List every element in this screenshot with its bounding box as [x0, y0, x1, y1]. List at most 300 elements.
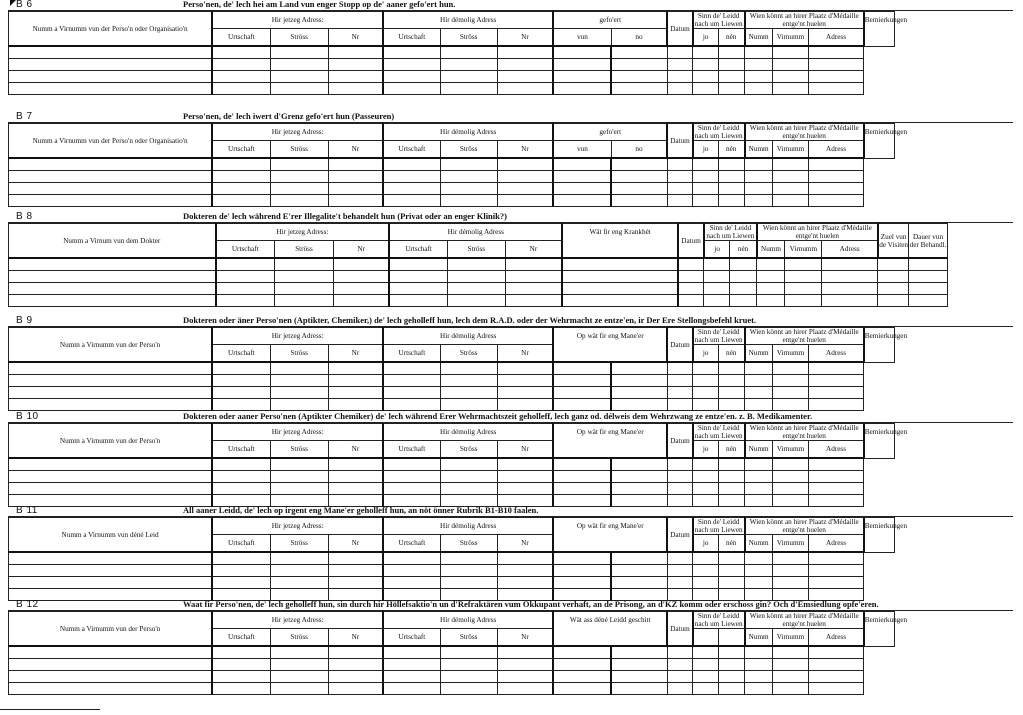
- entry-cell[interactable]: [9, 59, 213, 71]
- entry-cell[interactable]: [9, 183, 213, 195]
- entry-cell[interactable]: [611, 483, 667, 495]
- entry-cell[interactable]: [270, 71, 328, 83]
- entry-cell[interactable]: [745, 46, 772, 59]
- entry-cell[interactable]: [667, 46, 692, 59]
- entry-cell[interactable]: [9, 589, 213, 601]
- entry-cell[interactable]: [693, 59, 718, 71]
- entry-cell[interactable]: [497, 659, 553, 671]
- entry-cell[interactable]: [9, 171, 213, 183]
- entry-cell[interactable]: [328, 46, 383, 59]
- entry-cell[interactable]: [745, 387, 772, 399]
- entry-cell[interactable]: [328, 671, 383, 683]
- entry-cell[interactable]: [693, 171, 718, 183]
- entry-cell[interactable]: [718, 375, 744, 387]
- entry-cell[interactable]: [693, 552, 718, 565]
- entry-cell[interactable]: [693, 83, 718, 95]
- entry-cell[interactable]: [270, 183, 328, 195]
- entry-cell[interactable]: [440, 683, 497, 695]
- entry-cell[interactable]: [212, 483, 270, 495]
- entry-cell[interactable]: [497, 646, 553, 659]
- entry-cell[interactable]: [667, 375, 692, 387]
- entry-cell[interactable]: [328, 471, 383, 483]
- entry-cell[interactable]: [212, 399, 270, 411]
- entry-cell[interactable]: [611, 183, 667, 195]
- entry-cell[interactable]: [678, 271, 704, 283]
- entry-cell[interactable]: [440, 71, 497, 83]
- entry-cell[interactable]: [611, 671, 667, 683]
- entry-cell[interactable]: [745, 565, 772, 577]
- entry-cell[interactable]: [383, 646, 440, 659]
- entry-cell[interactable]: [772, 46, 809, 59]
- entry-cell[interactable]: [667, 458, 692, 471]
- entry-cell[interactable]: [497, 552, 553, 565]
- entry-cell[interactable]: [718, 46, 744, 59]
- entry-cell[interactable]: [718, 59, 744, 71]
- entry-cell[interactable]: [440, 565, 497, 577]
- entry-cell[interactable]: [447, 258, 505, 271]
- entry-cell[interactable]: [497, 471, 553, 483]
- entry-cell[interactable]: [440, 158, 497, 171]
- entry-cell[interactable]: [9, 646, 213, 659]
- entry-cell[interactable]: [704, 283, 730, 295]
- entry-cell[interactable]: [270, 646, 328, 659]
- entry-cell[interactable]: [745, 71, 772, 83]
- entry-cell[interactable]: [9, 271, 216, 283]
- entry-cell[interactable]: [383, 71, 440, 83]
- entry-cell[interactable]: [693, 387, 718, 399]
- entry-cell[interactable]: [9, 283, 216, 295]
- entry-cell[interactable]: [270, 195, 328, 207]
- entry-cell[interactable]: [505, 258, 562, 271]
- entry-cell[interactable]: [878, 271, 909, 283]
- entry-cell[interactable]: [440, 646, 497, 659]
- entry-cell[interactable]: [497, 375, 553, 387]
- entry-cell[interactable]: [611, 683, 667, 695]
- entry-cell[interactable]: [667, 387, 692, 399]
- entry-cell[interactable]: [497, 195, 553, 207]
- entry-cell[interactable]: [9, 471, 213, 483]
- entry-cell[interactable]: [772, 158, 809, 171]
- entry-cell[interactable]: [553, 71, 611, 83]
- entry-cell[interactable]: [667, 471, 692, 483]
- entry-cell[interactable]: [270, 471, 328, 483]
- entry-cell[interactable]: [328, 362, 383, 375]
- entry-cell[interactable]: [611, 158, 667, 171]
- entry-cell[interactable]: [611, 59, 667, 71]
- entry-cell[interactable]: [383, 59, 440, 71]
- entry-cell[interactable]: [693, 471, 718, 483]
- entry-cell[interactable]: [274, 271, 333, 283]
- entry-cell[interactable]: [693, 458, 718, 471]
- entry-cell[interactable]: [212, 183, 270, 195]
- entry-cell[interactable]: [730, 283, 757, 295]
- entry-cell[interactable]: [772, 83, 809, 95]
- entry-cell[interactable]: [785, 258, 822, 271]
- entry-cell[interactable]: [611, 471, 667, 483]
- entry-cell[interactable]: [9, 375, 213, 387]
- entry-cell[interactable]: [333, 258, 389, 271]
- entry-cell[interactable]: [878, 258, 909, 271]
- entry-cell[interactable]: [9, 46, 213, 59]
- entry-cell[interactable]: [772, 495, 809, 507]
- entry-cell[interactable]: [611, 495, 667, 507]
- entry-cell[interactable]: [212, 683, 270, 695]
- entry-cell[interactable]: [212, 59, 270, 71]
- entry-cell[interactable]: [553, 671, 611, 683]
- entry-cell[interactable]: [745, 671, 772, 683]
- entry-cell[interactable]: [562, 295, 678, 307]
- entry-cell[interactable]: [809, 659, 864, 671]
- entry-cell[interactable]: [553, 659, 611, 671]
- entry-cell[interactable]: [809, 71, 864, 83]
- entry-cell[interactable]: [693, 683, 718, 695]
- entry-cell[interactable]: [718, 471, 744, 483]
- entry-cell[interactable]: [328, 577, 383, 589]
- entry-cell[interactable]: [809, 399, 864, 411]
- entry-cell[interactable]: [212, 83, 270, 95]
- entry-cell[interactable]: [553, 683, 611, 695]
- entry-cell[interactable]: [809, 195, 864, 207]
- entry-cell[interactable]: [505, 295, 562, 307]
- entry-cell[interactable]: [270, 659, 328, 671]
- entry-cell[interactable]: [553, 375, 611, 387]
- entry-cell[interactable]: [270, 83, 328, 95]
- entry-cell[interactable]: [611, 387, 667, 399]
- entry-cell[interactable]: [497, 71, 553, 83]
- entry-cell[interactable]: [212, 195, 270, 207]
- entry-cell[interactable]: [785, 283, 822, 295]
- entry-cell[interactable]: [383, 565, 440, 577]
- entry-cell[interactable]: [9, 495, 213, 507]
- entry-cell[interactable]: [383, 83, 440, 95]
- entry-cell[interactable]: [440, 171, 497, 183]
- entry-cell[interactable]: [878, 283, 909, 295]
- entry-cell[interactable]: [212, 659, 270, 671]
- entry-cell[interactable]: [270, 483, 328, 495]
- entry-cell[interactable]: [553, 387, 611, 399]
- entry-cell[interactable]: [328, 683, 383, 695]
- entry-cell[interactable]: [704, 295, 730, 307]
- entry-cell[interactable]: [497, 399, 553, 411]
- entry-cell[interactable]: [693, 375, 718, 387]
- entry-cell[interactable]: [212, 671, 270, 683]
- entry-cell[interactable]: [553, 46, 611, 59]
- entry-cell[interactable]: [718, 495, 744, 507]
- entry-cell[interactable]: [505, 283, 562, 295]
- entry-cell[interactable]: [772, 195, 809, 207]
- entry-cell[interactable]: [704, 271, 730, 283]
- entry-cell[interactable]: [383, 46, 440, 59]
- entry-cell[interactable]: [333, 271, 389, 283]
- entry-cell[interactable]: [667, 362, 692, 375]
- entry-cell[interactable]: [497, 158, 553, 171]
- entry-cell[interactable]: [497, 362, 553, 375]
- entry-cell[interactable]: [328, 59, 383, 71]
- entry-cell[interactable]: [718, 646, 744, 659]
- entry-cell[interactable]: [667, 195, 692, 207]
- entry-cell[interactable]: [809, 375, 864, 387]
- entry-cell[interactable]: [9, 659, 213, 671]
- entry-cell[interactable]: [667, 646, 692, 659]
- entry-cell[interactable]: [745, 552, 772, 565]
- entry-cell[interactable]: [553, 458, 611, 471]
- entry-cell[interactable]: [667, 671, 692, 683]
- entry-cell[interactable]: [611, 195, 667, 207]
- entry-cell[interactable]: [611, 458, 667, 471]
- entry-cell[interactable]: [667, 483, 692, 495]
- entry-cell[interactable]: [730, 295, 757, 307]
- entry-cell[interactable]: [9, 399, 213, 411]
- entry-cell[interactable]: [809, 483, 864, 495]
- entry-cell[interactable]: [757, 258, 785, 271]
- entry-cell[interactable]: [678, 283, 704, 295]
- entry-cell[interactable]: [772, 387, 809, 399]
- entry-cell[interactable]: [212, 46, 270, 59]
- entry-cell[interactable]: [383, 375, 440, 387]
- entry-cell[interactable]: [497, 59, 553, 71]
- entry-cell[interactable]: [440, 387, 497, 399]
- entry-cell[interactable]: [785, 271, 822, 283]
- entry-cell[interactable]: [383, 483, 440, 495]
- entry-cell[interactable]: [440, 458, 497, 471]
- entry-cell[interactable]: [822, 258, 878, 271]
- entry-cell[interactable]: [822, 283, 878, 295]
- entry-cell[interactable]: [553, 471, 611, 483]
- entry-cell[interactable]: [9, 483, 213, 495]
- entry-cell[interactable]: [772, 183, 809, 195]
- entry-cell[interactable]: [389, 283, 447, 295]
- entry-cell[interactable]: [553, 171, 611, 183]
- entry-cell[interactable]: [216, 295, 275, 307]
- entry-cell[interactable]: [809, 458, 864, 471]
- entry-cell[interactable]: [333, 295, 389, 307]
- entry-cell[interactable]: [718, 683, 744, 695]
- entry-cell[interactable]: [212, 158, 270, 171]
- entry-cell[interactable]: [667, 71, 692, 83]
- entry-cell[interactable]: [553, 646, 611, 659]
- entry-cell[interactable]: [809, 683, 864, 695]
- entry-cell[interactable]: [772, 577, 809, 589]
- entry-cell[interactable]: [497, 46, 553, 59]
- entry-cell[interactable]: [718, 552, 744, 565]
- entry-cell[interactable]: [611, 565, 667, 577]
- entry-cell[interactable]: [328, 646, 383, 659]
- entry-cell[interactable]: [9, 83, 213, 95]
- entry-cell[interactable]: [216, 283, 275, 295]
- entry-cell[interactable]: [383, 362, 440, 375]
- entry-cell[interactable]: [745, 83, 772, 95]
- entry-cell[interactable]: [772, 646, 809, 659]
- entry-cell[interactable]: [9, 387, 213, 399]
- entry-cell[interactable]: [730, 271, 757, 283]
- entry-cell[interactable]: [328, 565, 383, 577]
- entry-cell[interactable]: [611, 577, 667, 589]
- entry-cell[interactable]: [389, 295, 447, 307]
- entry-cell[interactable]: [822, 271, 878, 283]
- entry-cell[interactable]: [497, 683, 553, 695]
- entry-cell[interactable]: [772, 671, 809, 683]
- entry-cell[interactable]: [270, 158, 328, 171]
- entry-cell[interactable]: [497, 183, 553, 195]
- entry-cell[interactable]: [270, 387, 328, 399]
- entry-cell[interactable]: [757, 295, 785, 307]
- entry-cell[interactable]: [809, 577, 864, 589]
- entry-cell[interactable]: [809, 83, 864, 95]
- entry-cell[interactable]: [693, 158, 718, 171]
- entry-cell[interactable]: [270, 399, 328, 411]
- entry-cell[interactable]: [270, 46, 328, 59]
- entry-cell[interactable]: [667, 59, 692, 71]
- entry-cell[interactable]: [693, 577, 718, 589]
- entry-cell[interactable]: [270, 458, 328, 471]
- entry-cell[interactable]: [270, 362, 328, 375]
- entry-cell[interactable]: [553, 577, 611, 589]
- entry-cell[interactable]: [718, 71, 744, 83]
- entry-cell[interactable]: [718, 577, 744, 589]
- entry-cell[interactable]: [809, 171, 864, 183]
- entry-cell[interactable]: [9, 295, 216, 307]
- entry-cell[interactable]: [440, 671, 497, 683]
- entry-cell[interactable]: [718, 171, 744, 183]
- entry-cell[interactable]: [772, 71, 809, 83]
- entry-cell[interactable]: [909, 271, 947, 283]
- entry-cell[interactable]: [212, 375, 270, 387]
- entry-cell[interactable]: [505, 271, 562, 283]
- entry-cell[interactable]: [693, 671, 718, 683]
- entry-cell[interactable]: [212, 362, 270, 375]
- entry-cell[interactable]: [667, 565, 692, 577]
- entry-cell[interactable]: [562, 283, 678, 295]
- entry-cell[interactable]: [745, 483, 772, 495]
- entry-cell[interactable]: [693, 495, 718, 507]
- entry-cell[interactable]: [809, 183, 864, 195]
- entry-cell[interactable]: [383, 387, 440, 399]
- entry-cell[interactable]: [383, 158, 440, 171]
- entry-cell[interactable]: [562, 258, 678, 271]
- entry-cell[interactable]: [383, 183, 440, 195]
- entry-cell[interactable]: [772, 362, 809, 375]
- entry-cell[interactable]: [440, 195, 497, 207]
- entry-cell[interactable]: [553, 158, 611, 171]
- entry-cell[interactable]: [440, 46, 497, 59]
- entry-cell[interactable]: [212, 458, 270, 471]
- entry-cell[interactable]: [212, 552, 270, 565]
- entry-cell[interactable]: [745, 399, 772, 411]
- entry-cell[interactable]: [270, 671, 328, 683]
- entry-cell[interactable]: [440, 471, 497, 483]
- entry-cell[interactable]: [745, 195, 772, 207]
- entry-cell[interactable]: [270, 59, 328, 71]
- entry-cell[interactable]: [730, 258, 757, 271]
- entry-cell[interactable]: [497, 565, 553, 577]
- entry-cell[interactable]: [809, 59, 864, 71]
- entry-cell[interactable]: [9, 71, 213, 83]
- entry-cell[interactable]: [772, 471, 809, 483]
- entry-cell[interactable]: [772, 171, 809, 183]
- entry-cell[interactable]: [667, 83, 692, 95]
- entry-cell[interactable]: [270, 565, 328, 577]
- entry-cell[interactable]: [809, 471, 864, 483]
- entry-cell[interactable]: [718, 671, 744, 683]
- entry-cell[interactable]: [440, 577, 497, 589]
- entry-cell[interactable]: [553, 195, 611, 207]
- entry-cell[interactable]: [9, 683, 213, 695]
- entry-cell[interactable]: [274, 283, 333, 295]
- entry-cell[interactable]: [667, 171, 692, 183]
- entry-cell[interactable]: [328, 83, 383, 95]
- entry-cell[interactable]: [383, 458, 440, 471]
- entry-cell[interactable]: [553, 83, 611, 95]
- entry-cell[interactable]: [383, 659, 440, 671]
- entry-cell[interactable]: [440, 83, 497, 95]
- entry-cell[interactable]: [9, 458, 213, 471]
- entry-cell[interactable]: [745, 683, 772, 695]
- entry-cell[interactable]: [212, 577, 270, 589]
- entry-cell[interactable]: [693, 483, 718, 495]
- entry-cell[interactable]: [383, 671, 440, 683]
- entry-cell[interactable]: [212, 565, 270, 577]
- entry-cell[interactable]: [667, 399, 692, 411]
- entry-cell[interactable]: [718, 183, 744, 195]
- entry-cell[interactable]: [809, 46, 864, 59]
- entry-cell[interactable]: [383, 552, 440, 565]
- entry-cell[interactable]: [216, 258, 275, 271]
- entry-cell[interactable]: [718, 158, 744, 171]
- entry-cell[interactable]: [497, 83, 553, 95]
- entry-cell[interactable]: [678, 295, 704, 307]
- entry-cell[interactable]: [270, 683, 328, 695]
- entry-cell[interactable]: [212, 646, 270, 659]
- entry-cell[interactable]: [809, 646, 864, 659]
- entry-cell[interactable]: [693, 71, 718, 83]
- entry-cell[interactable]: [822, 295, 878, 307]
- entry-cell[interactable]: [745, 183, 772, 195]
- entry-cell[interactable]: [216, 271, 275, 283]
- entry-cell[interactable]: [440, 399, 497, 411]
- entry-cell[interactable]: [270, 171, 328, 183]
- entry-cell[interactable]: [9, 552, 213, 565]
- entry-cell[interactable]: [667, 683, 692, 695]
- entry-cell[interactable]: [328, 659, 383, 671]
- entry-cell[interactable]: [745, 471, 772, 483]
- entry-cell[interactable]: [389, 258, 447, 271]
- entry-cell[interactable]: [718, 483, 744, 495]
- entry-cell[interactable]: [772, 59, 809, 71]
- entry-cell[interactable]: [611, 659, 667, 671]
- entry-cell[interactable]: [718, 458, 744, 471]
- entry-cell[interactable]: [212, 71, 270, 83]
- entry-cell[interactable]: [9, 362, 213, 375]
- entry-cell[interactable]: [718, 83, 744, 95]
- entry-cell[interactable]: [693, 46, 718, 59]
- entry-cell[interactable]: [667, 495, 692, 507]
- entry-cell[interactable]: [212, 387, 270, 399]
- entry-cell[interactable]: [809, 387, 864, 399]
- entry-cell[interactable]: [270, 577, 328, 589]
- entry-cell[interactable]: [745, 646, 772, 659]
- entry-cell[interactable]: [383, 399, 440, 411]
- entry-cell[interactable]: [383, 471, 440, 483]
- entry-cell[interactable]: [611, 46, 667, 59]
- entry-cell[interactable]: [553, 552, 611, 565]
- entry-cell[interactable]: [611, 171, 667, 183]
- entry-cell[interactable]: [9, 195, 213, 207]
- entry-cell[interactable]: [909, 295, 947, 307]
- entry-cell[interactable]: [383, 683, 440, 695]
- entry-cell[interactable]: [9, 258, 216, 271]
- entry-cell[interactable]: [909, 283, 947, 295]
- entry-cell[interactable]: [693, 646, 718, 659]
